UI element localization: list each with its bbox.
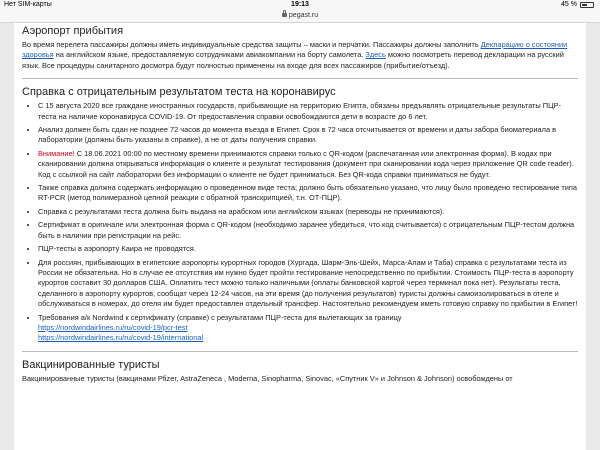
list-item: • С 15 августа 2020 все граждане иностранных государств, прибывающие на территорию Египта, обязаны предъявлять отрицательные результаты ПЦР-теста на наличие коронавируса COVID-19. От предоставления справки освобождаются дети в возрасте до 6 лет. [38,101,578,122]
lock-icon [282,13,287,17]
list-item: • Также справка должна содержать информацию о проведенном виде теста; должно быть обязательно указано, что лицу было проведено тестирование типа RT-PCR (метод полимеразной цепной реакции с обратной транскрипцией, т.н. ОТ-ПЦР). [38,183,578,204]
battery-indicator [561,0,594,10]
battery-icon [580,2,594,8]
battery-percent: 45 % [561,1,577,8]
list-item-resort: • Для россиян, прибывающих в египетские аэропорты курортных городов (Хургада, Шарм-Эль-Шейх, Марса-Алам и Таба) справка с результатами теста из России не обязательна. Но в случае ее отсутствия им нужно будет пройти тестирование непосредственно по прибытии. Стоимость ПЦР-теста в аэропорту курортов составит 30 долларов США. Оплатить тест можно только наличными (оплаты банковской картой через терминал пока нет). Результаты теста, сделанного в аэропорту курортов, сообщат через 12-24 часов, на эти время (до получения результатов) туристы должны самоизолироваться в отеле и обслуживаться в номерах, до отеля им будет предоставлен отдельный трансфер. Настоятельно рекомендуем иметь готовую справку по прибытии в Египет! [38,258,578,310]
status-bar [0,0,600,10]
list-item: • Сертификат в оригинале или электронная форма с QR-кодом (необходимо заранее убедиться, что код считывается) с отрицательным ПЦР-тестом должна быть в наличии при регистрации на рейс. [38,220,578,241]
url-domain: pegast.ru [288,12,319,19]
list-item-warning: • Внимание! С 18.06.2021 00:00 по местному времени принимаются справки только с QR-кодом (распечатанная или электронная форма). В кодах при сканировании должна открываться информация о клиенте и результат тестирования (документ при сканировании кода через приложение QR code reader). Код с ссылкой на сайт лаборатории без информации о клиенте не будет приниматься. Без QR-кода справки приниматься не будут. [38,149,578,180]
vaccinated-heading: Вакцинированные туристы [22,358,160,371]
list-item: • ПЦР-тесты в аэропорту Каира не проводятся. [38,244,578,254]
nordwind-pcr-link[interactable]: https://nordwindairlines.ru/ru/covid-19/pcr-test [38,322,188,332]
arrival-heading: Аэропорт прибытия [22,25,124,37]
vaccinated-paragraph: Вакцинированные туристы (вакцинами Pfizer, AstraZeneca , Moderna, Sinopharma, Sinovac, «Спутник V» и Johnson & Johnson) освобождены от [22,373,513,383]
list-item: • Анализ должен быть сдан не позднее 72 часов до момента въезда в Египет. Срок в 72 часа отсчитывается от времени и даты забора биоматериала в лаборатории (должны быть указаны в справке), а не от даты получения справки. [38,125,578,146]
health-declaration-link[interactable]: Декларацию о состоянии здоровья [22,40,568,60]
divider [22,78,578,79]
nordwind-international-link[interactable]: https://nordwindairlines.ru/ru/covid-19/international [38,333,204,343]
arrival-paragraph: Во время перелета пассажиры должны иметь индивидуальные средства защиты – маски и перчатки. Пассажиры должны заполнить Декларацию о состоянии здоровья на английском языке, предоставляемую сотрудниками авиакомпании на борту самолета. Здесь можно посмотреть перевод декларации на русский язык. Все процедуры санитарного досмотра будут полностью применены на входе для всех пассажиров (прибытие/отъезд). [22,40,568,70]
warning-label: Внимание! [38,148,75,158]
clock: 19:13 [291,1,309,8]
list-item: • Справка с результатами теста должна быть выдана на арабском или английском языках (переводы не принимаются). [38,207,578,217]
translation-link[interactable]: Здесь [365,50,386,60]
list-item-nordwind: • Требования а/к Nordwind к сертификату (справке) с результатами ПЦР-теста для вылетающих за границу https://nordwindairlines.ru/ru/covid-19/pcr-test https://nordwindairlines.ru/ru/covid-19/international [38,313,578,344]
web-page [14,23,586,450]
pcr-requirements-list [22,101,578,344]
address-bar[interactable] [0,10,600,23]
divider [22,351,578,352]
pcr-heading: Справка с отрицательным результатом теста на коронавирус [22,86,336,99]
carrier-label: Нет SIM-карты [4,1,52,8]
